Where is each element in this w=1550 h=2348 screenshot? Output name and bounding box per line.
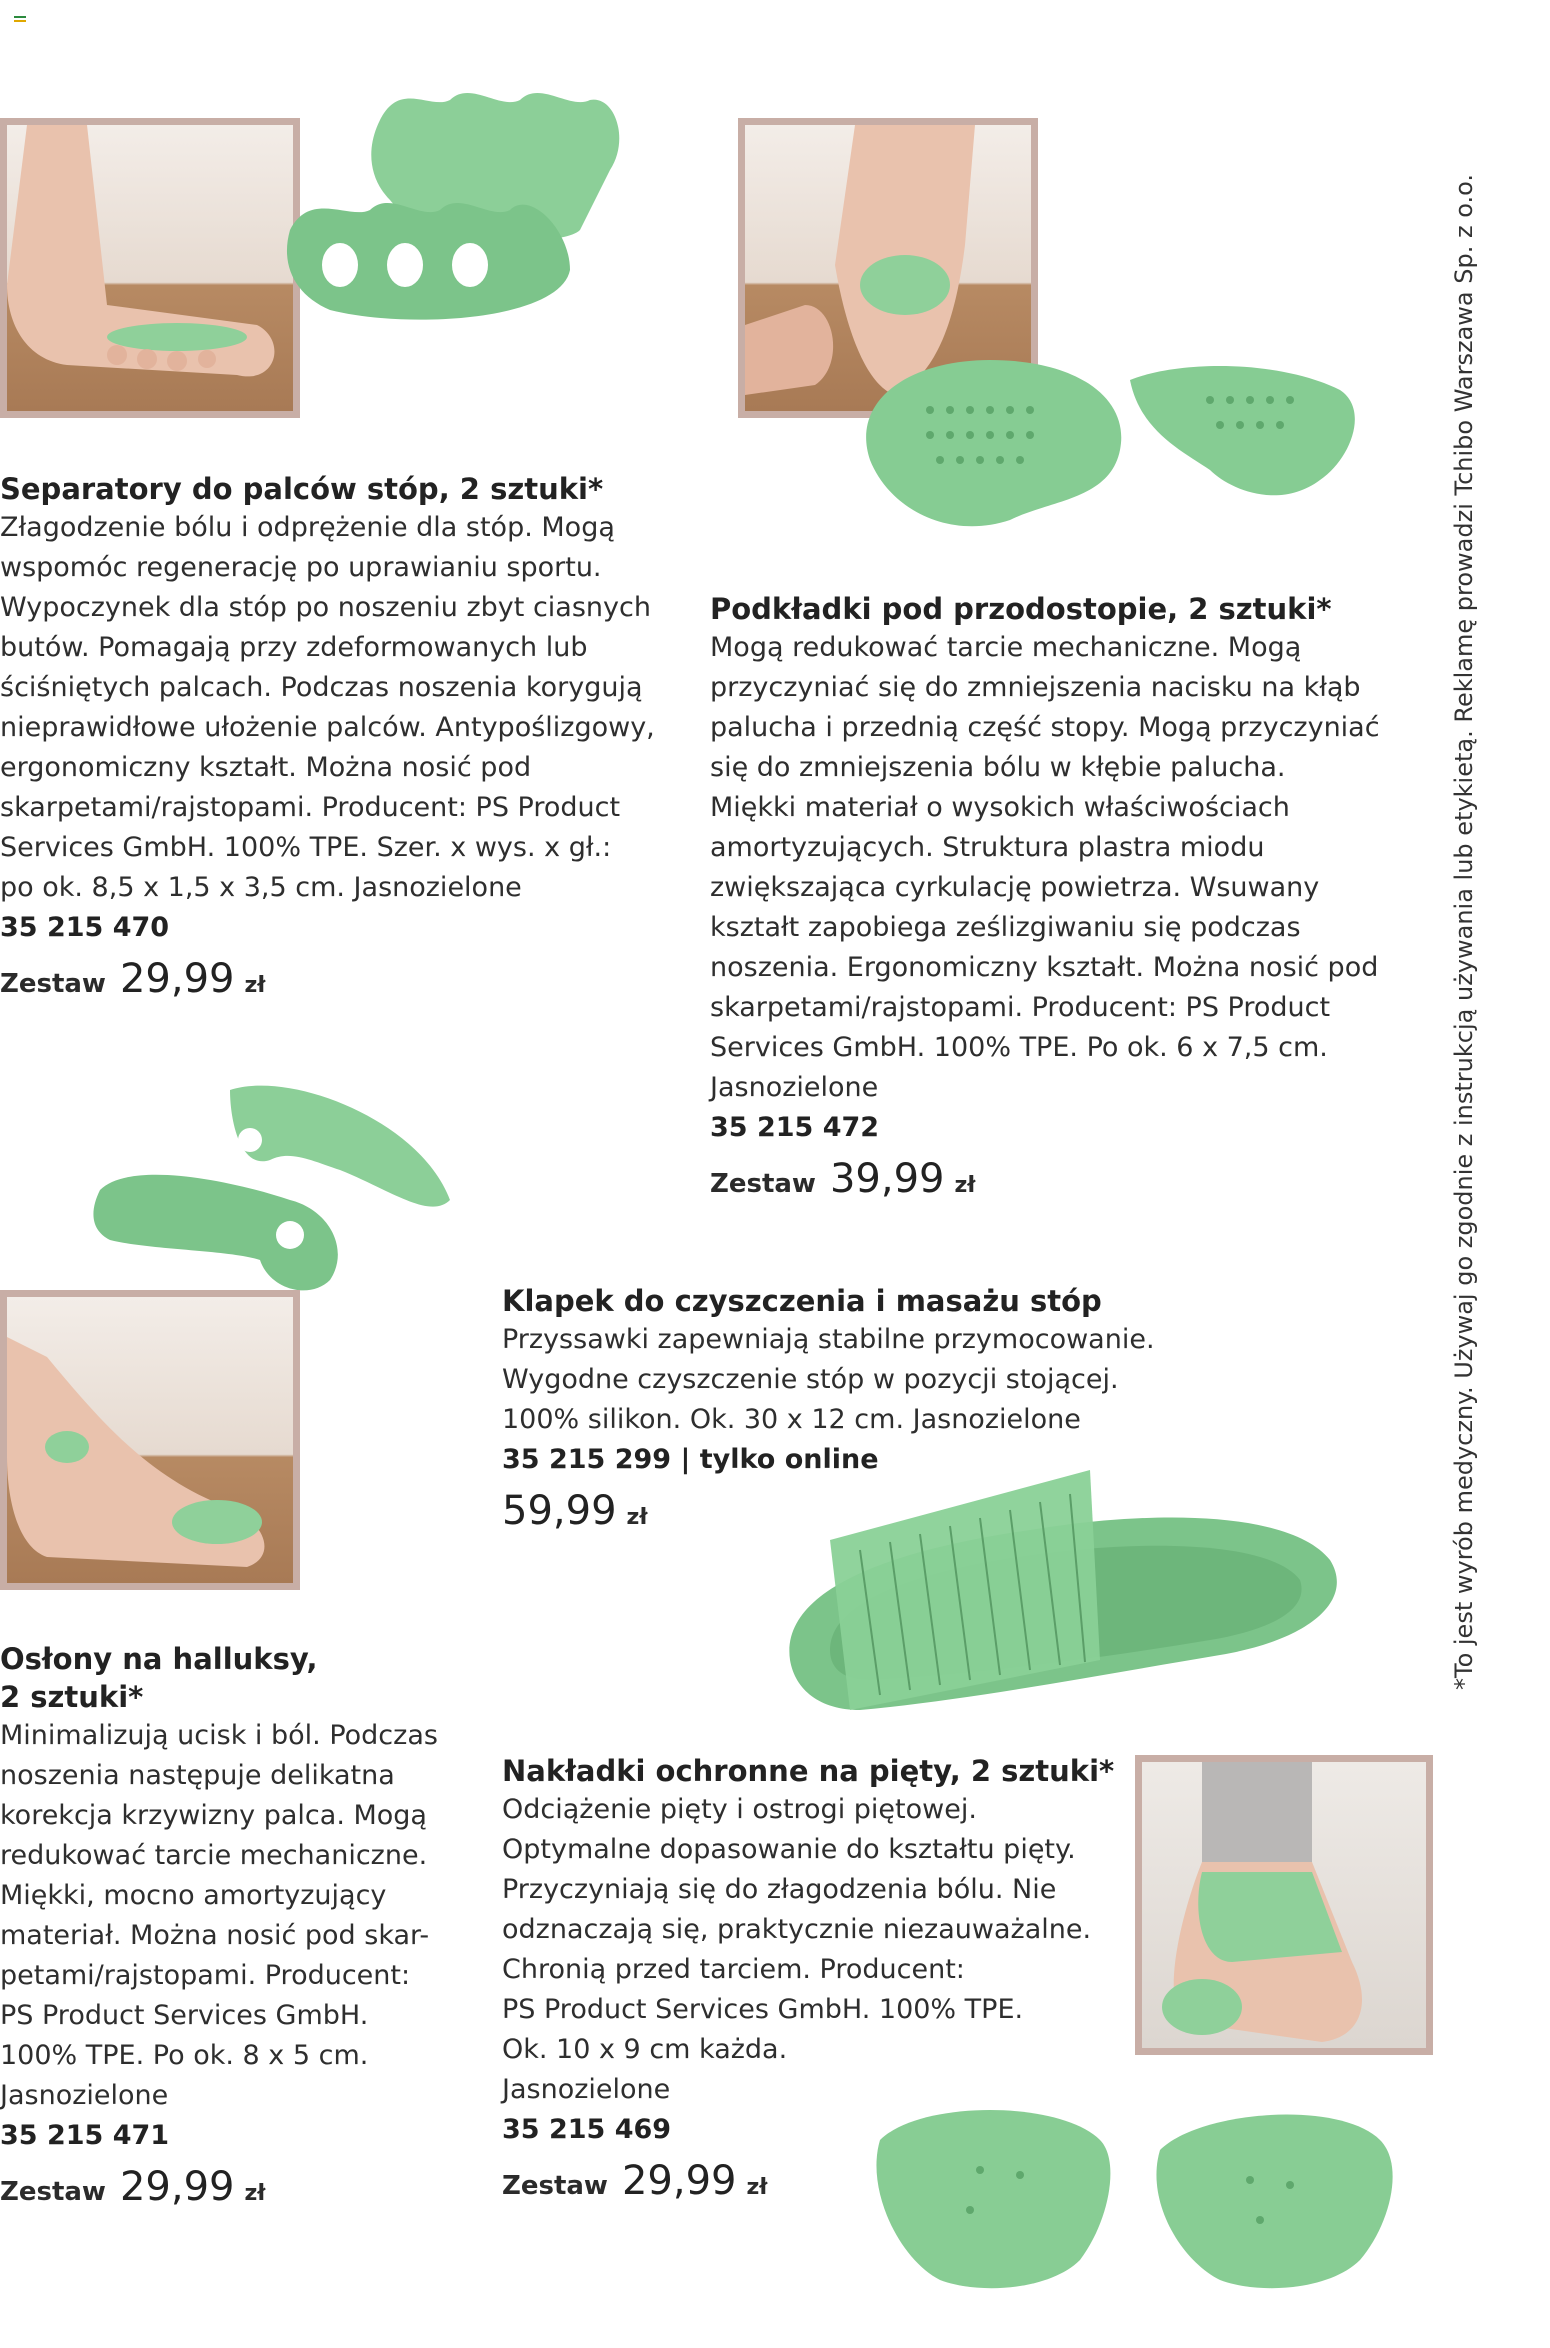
desc-line: PS Product Services GmbH. 100% TPE. [502,1994,1024,2025]
desc-line: Services GmbH. 100% TPE. Szer. x wys. x gł.: [0,832,612,863]
hallux-title-line2: 2 sztuki* [0,1680,144,1714]
price-prefix: Zestaw [710,1169,816,1199]
pads-title: Podkładki pod przodostopie, 2 sztuki* [710,592,1332,626]
massage-slipper-image [770,1470,1350,1720]
desc-line: Wygodne czyszczenie stóp w pozycji stojącej. [502,1364,1119,1395]
separators-photo [0,118,300,418]
price-currency: zł [954,1173,976,1198]
separators-price [0,956,680,1002]
desc-line: Ok. 10 x 9 cm każda. [502,2034,788,2065]
hallux-product [0,1640,480,2210]
desc-line: Mogą redukować tarcie mechaniczne. Mogą [710,632,1302,663]
desc-line: amortyzujących. Struktura plastra miodu [710,832,1265,863]
price-currency: zł [626,1505,648,1530]
separators-title: Separatory do palców stóp, 2 sztuki* [0,472,604,506]
heel-price [502,2158,1122,2204]
price-prefix: Zestaw [502,2171,608,2201]
separators-desc [0,508,680,908]
desc-line: Przyczyniają się do złagodzenia bólu. Nie [502,1874,1057,1905]
price-value: 29,99 [621,2158,737,2204]
desc-line: redukować tarcie mechaniczne. [0,1840,428,1871]
desc-line: palucha i przednią część stopy. Mogą przyczyniać [710,712,1380,743]
forefoot-pad-image [850,340,1410,540]
price-value: 29,99 [119,956,235,1002]
desc-line: po ok. 8,5 x 1,5 x 3,5 cm. Jasnozielone [0,872,522,903]
hallux-code: 35 215 471 [0,2120,170,2151]
slipper-desc [502,1320,1202,1440]
desc-line: ergonomiczny kształt. Można nosić pod [0,752,532,783]
toe-separator-image [270,80,700,370]
desc-line: Wypoczynek dla stóp po noszeniu zbyt ciasnych [0,592,651,623]
heel-title: Nakładki ochronne na pięty, 2 sztuki* [502,1754,1115,1788]
desc-line: noszenia. Ergonomiczny kształt. Można nosić pod [710,952,1379,983]
slipper-code: 35 215 299 | tylko online [502,1444,879,1475]
hallux-price [0,2164,480,2210]
price-currency: zł [244,2181,266,2206]
price-currency: zł [244,973,266,998]
pads-price [710,1156,1410,1202]
hallux-photo [0,1290,300,1590]
price-value: 59,99 [502,1488,617,1534]
price-value: 29,99 [119,2164,235,2210]
heel-product [502,1752,1122,2204]
price-currency: zł [746,2175,768,2200]
desc-line: Chronią przed tarciem. Producent: [502,1954,965,1985]
desc-line: materiał. Można nosić pod skar- [0,1920,430,1951]
desc-line: Jasnozielone [0,2080,169,2111]
pads-desc [710,628,1410,1108]
desc-line: przyczyniać się do zmniejszenia nacisku na kłąb [710,672,1361,703]
price-prefix: Zestaw [0,2177,106,2207]
desc-line: noszenia następuje delikatna [0,1760,395,1791]
desc-line: nieprawidłowe ułożenie palców. Antypoślizgowy, [0,712,655,743]
price-value: 39,99 [829,1156,945,1202]
menu-icon[interactable] [14,16,26,28]
separators-product [0,470,680,1002]
desc-line: Optymalne dopasowanie do kształtu pięty. [502,1834,1076,1865]
separators-code: 35 215 470 [0,912,170,943]
desc-line: się do zmniejszenia bólu w kłębie palucha. [710,752,1286,783]
slipper-title: Klapek do czyszczenia i masażu stóp [502,1284,1102,1318]
desc-line: kształt zapobiega ześlizgiwaniu się podczas [710,912,1301,943]
desc-line: Jasnozielone [710,1072,879,1103]
desc-line: PS Product Services GmbH. [0,2000,369,2031]
hallux-shield-image [90,1060,470,1300]
hallux-desc [0,1716,480,2116]
desc-line: Minimalizują ucisk i ból. Podczas [0,1720,438,1751]
desc-line: Odciążenie pięty i ostrogi piętowej. [502,1794,977,1825]
desc-line: zwiększająca cyrkulację powietrza. Wsuwany [710,872,1320,903]
desc-line: petami/rajstopami. Producent: [0,1960,411,1991]
desc-line: 100% TPE. Po ok. 8 x 5 cm. [0,2040,369,2071]
heel-photo [1135,1755,1433,2055]
desc-line: Miękki, mocno amortyzujący [0,1880,387,1911]
hallux-title: Osłony na halluksy, [0,1642,318,1676]
desc-line: Jasnozielone [502,2074,671,2105]
desc-line: Miękki materiał o wysokich właściwościach [710,792,1290,823]
desc-line: ściśniętych palcach. Podczas noszenia korygują [0,672,643,703]
desc-line: skarpetami/rajstopami. Producent: PS Product [710,992,1331,1023]
legal-note: *To jest wyrób medyczny. Używaj go zgodnie z instrukcją używania lub etykietą. Reklamę prowadzi Tchibo Warszawa Sp. z o.o. [1450,174,1478,1690]
pads-code: 35 215 472 [710,1112,880,1143]
price-prefix: Zestaw [0,969,106,999]
desc-line: Services GmbH. 100% TPE. Po ok. 6 x 7,5 cm. [710,1032,1328,1063]
heel-desc [502,1790,1122,2110]
desc-line: butów. Pomagają przy zdeformowanych lub [0,632,588,663]
desc-line: skarpetami/rajstopami. Producent: PS Product [0,792,621,823]
desc-line: odznaczają się, praktycznie niezauważalne. [502,1914,1092,1945]
heel-code: 35 215 469 [502,2114,672,2145]
pads-product [710,590,1410,1202]
desc-line: 100% silikon. Ok. 30 x 12 cm. Jasnozielone [502,1404,1081,1435]
desc-line: Złagodzenie bólu i odprężenie dla stóp. Mogą [0,512,615,543]
desc-line: korekcja krzywizny palca. Mogą [0,1800,427,1831]
desc-line: wspomóc regenerację po uprawianiu sportu. [0,552,602,583]
desc-line: Przyssawki zapewniają stabilne przymocowanie. [502,1324,1155,1355]
